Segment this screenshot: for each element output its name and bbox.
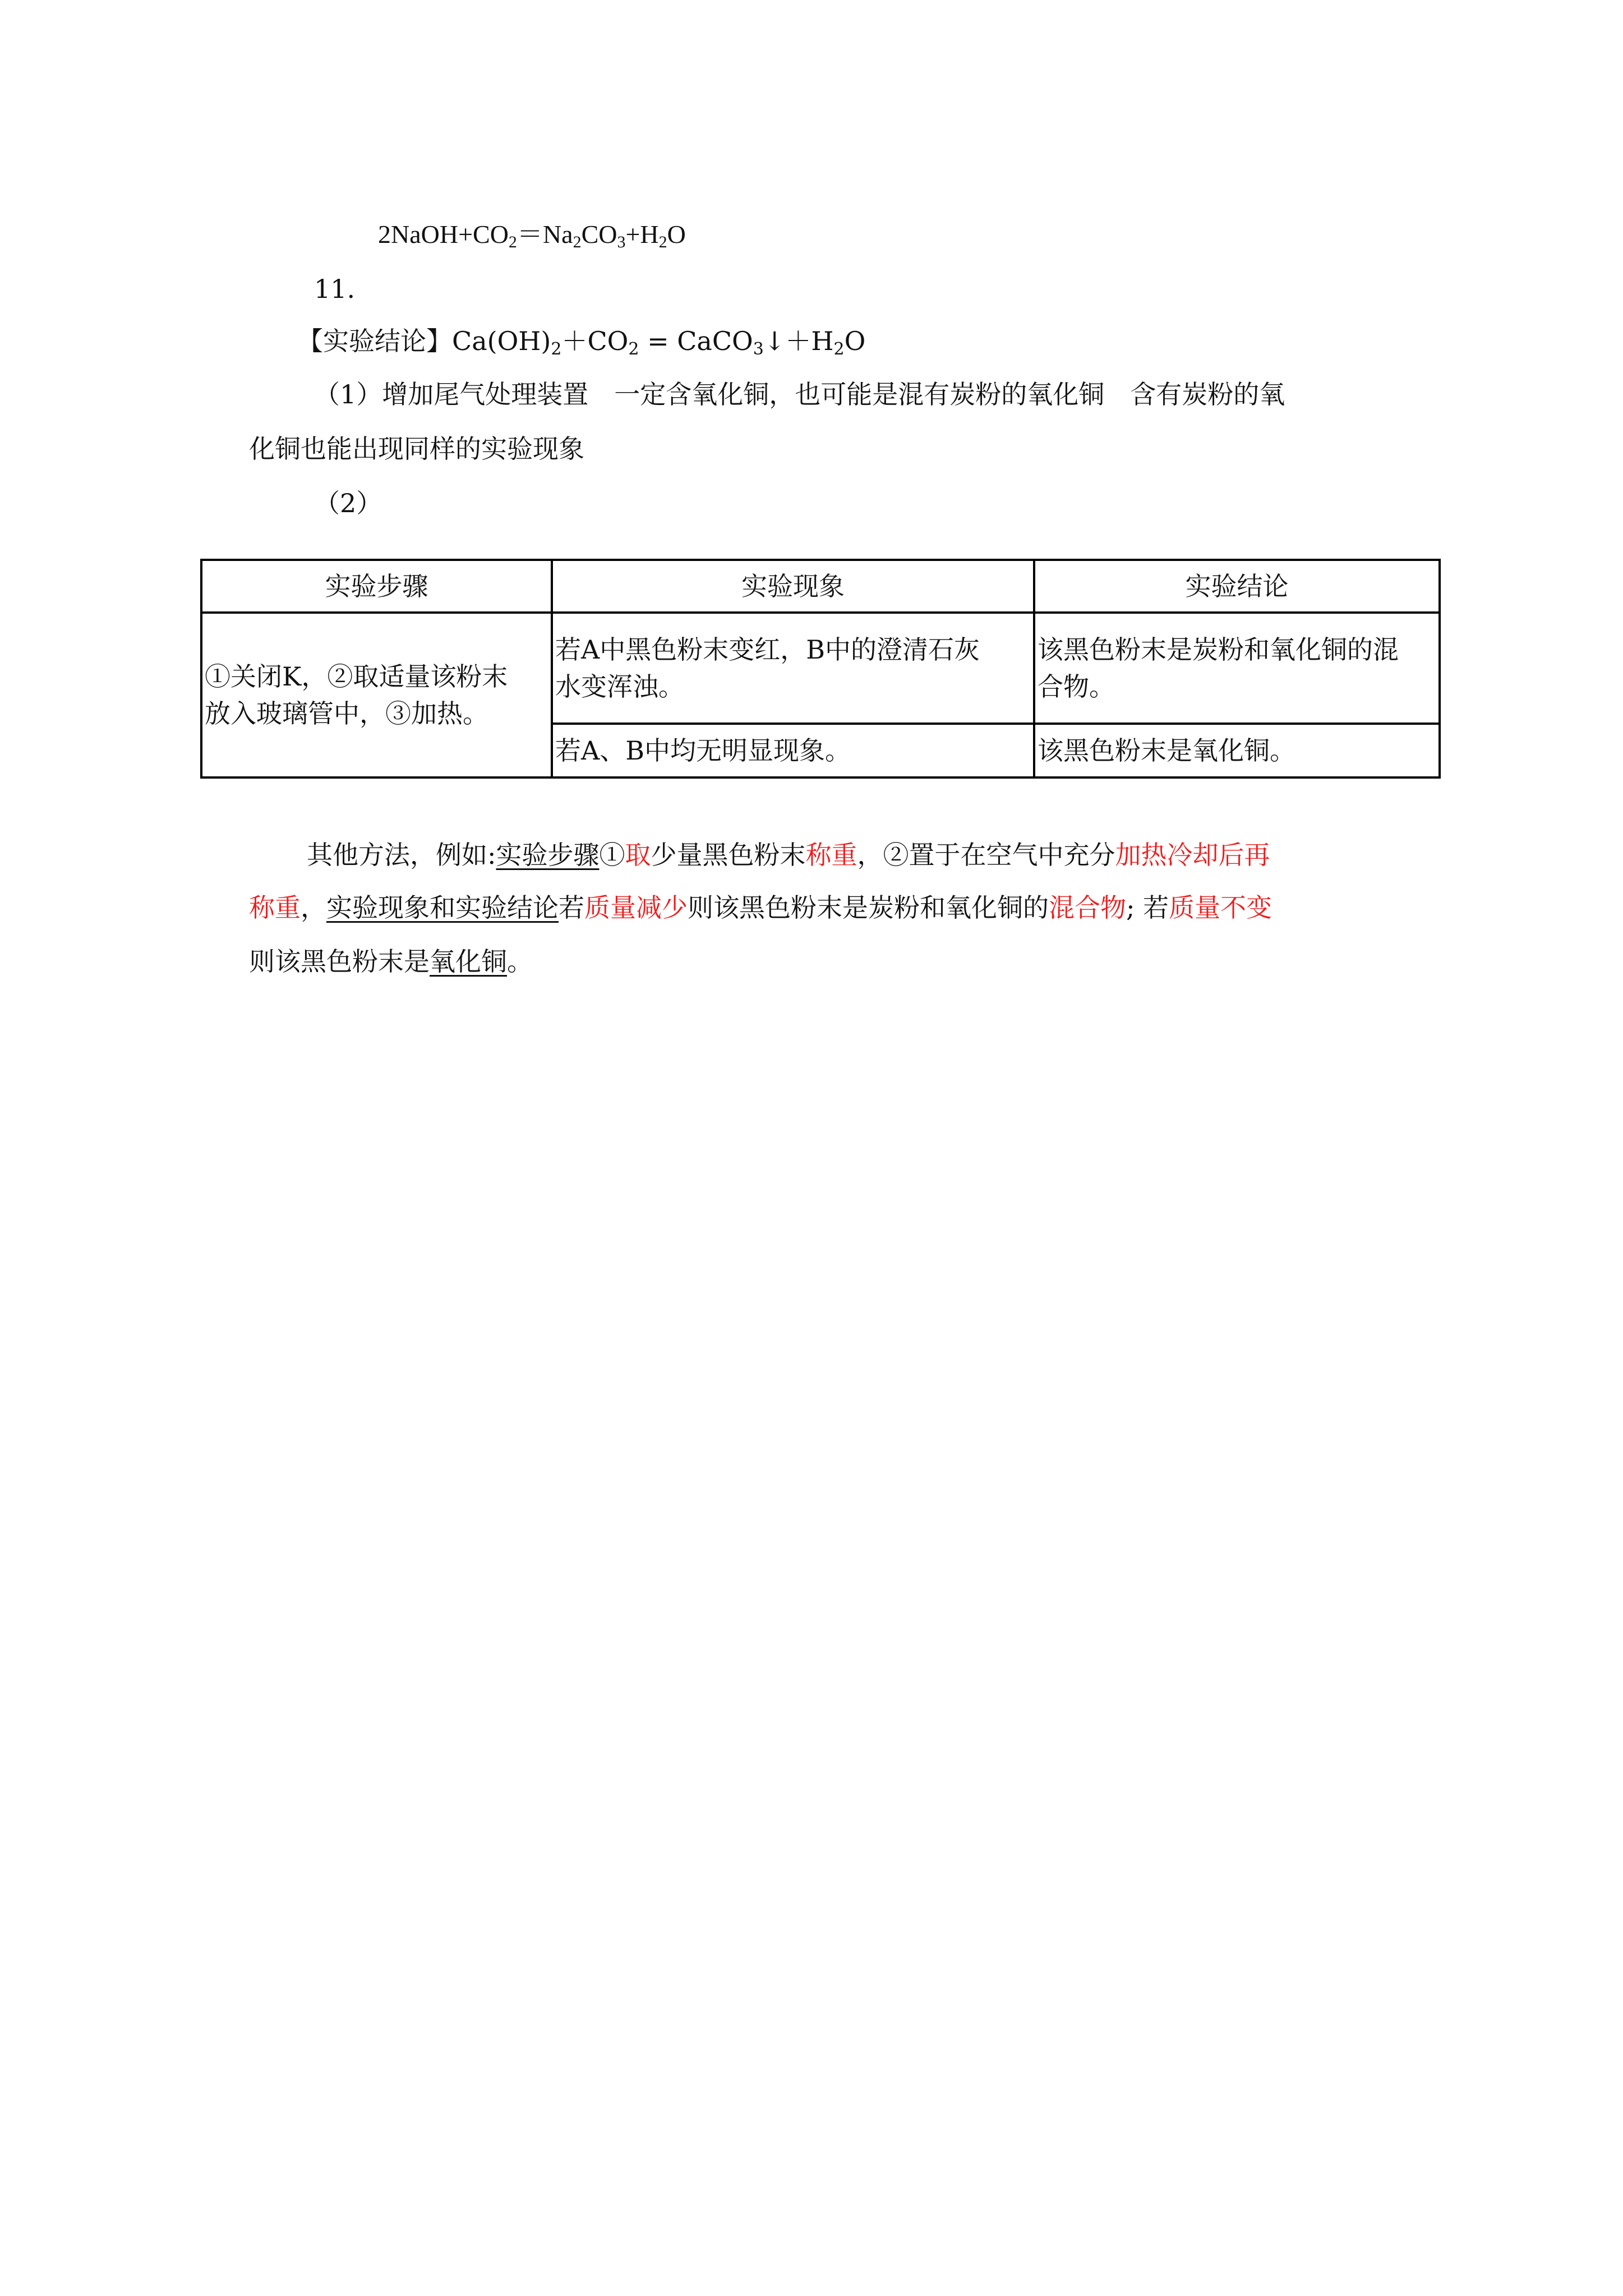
header-phenomena: 实验现象 (552, 560, 1034, 613)
conclusion-cell: 该黑色粉末是氧化铜。 (1034, 724, 1440, 777)
part2-label: （2） (314, 488, 382, 518)
other-method-line1: 其他方法，例如:实验步骤①取少量黑色粉末称重，②置于在空气中充分加热冷却后再 (307, 840, 1270, 870)
phenomena-cell: 若A、B中均无明显现象。 (552, 724, 1034, 777)
other-method-line3: 则该黑色粉末是氧化铜。 (249, 946, 533, 977)
header-conclusion: 实验结论 (1034, 560, 1440, 613)
question-number: 11. (314, 274, 356, 304)
table-row (201, 613, 1440, 724)
equation-naoh-co2: $2NaOH+CO_2=Na_2CO_3+H_2O$ (378, 220, 686, 251)
experiment-table (200, 559, 1441, 779)
part1-line1: （1）增加尾气处理装置 一定含氧化铜，也可能是混有炭粉的氧化铜 含有炭粉的氧 (314, 379, 1285, 409)
phenomena-cell: 若A中黑色粉末变红，B中的澄清石灰 水变浑浊。 (552, 613, 1034, 724)
experiment-conclusion-line: 【实验结论】$Ca(OH)_2+CO_2$ = $CaCO_3↓+H_2O$ (297, 326, 866, 359)
part1-line2: 化铜也能出现同样的实验现象 (249, 434, 584, 464)
steps-cell: ①关闭K，②取适量该粉末 放入玻璃管中，③加热。 (201, 613, 552, 777)
header-steps: 实验步骤 (201, 560, 552, 613)
conclusion-cell: 该黑色粉末是炭粉和氧化铜的混 合物。 (1034, 613, 1440, 724)
other-method-line2: 称重，实验现象和实验结论若质量减少则该黑色粉末是炭粉和氧化铜的混合物; 若质量不变 (249, 892, 1272, 923)
table-header-row (201, 560, 1440, 613)
